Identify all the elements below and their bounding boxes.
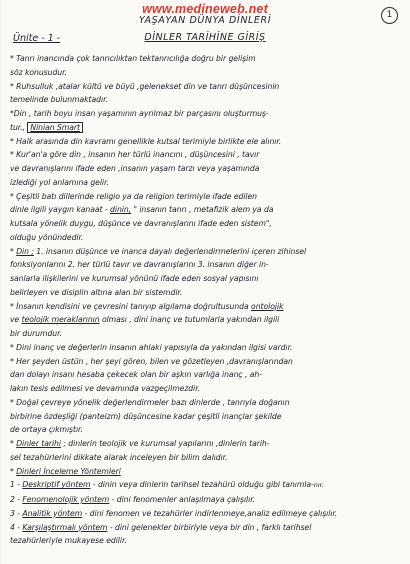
method-name: Analitik yöntem bbox=[22, 508, 83, 518]
note-line: belirleyen ve disiplin altına alan bir sistemdir. bbox=[10, 287, 183, 297]
note-line: fonksiyonlarını 2. her türlü tavır ve davranışlarını 3. insanın diğer in- bbox=[10, 260, 269, 270]
note-text: 2 - bbox=[10, 495, 23, 504]
underlined-term: dinin, bbox=[110, 205, 132, 215]
note-line: sel tezahürlerini dikkate alarak inceleyen bir bilim dalıdır. bbox=[10, 452, 228, 462]
note-line: * Her şeyden üstün , her şeyi gören, bilen ve gözetleyen ,davranışlarından bbox=[10, 356, 293, 366]
method-line bbox=[10, 493, 402, 507]
note-text: - dini fenomen ve tezahürler indirlenmeye,analiz edilmeye çalışılır. bbox=[82, 508, 338, 518]
note-line: * Halk arasında din kavramı genellikle kutsal terimiyle birlikte ele alınır. bbox=[10, 136, 282, 146]
note-text: * bbox=[10, 439, 17, 448]
note-text: dinle ilgili yaygın kanaat - bbox=[10, 205, 111, 215]
note-text: 3 - bbox=[10, 508, 23, 518]
note-line: *Din , tarih boyu insan yaşamının ayrılmaz bir parçasını oluşturmuş- bbox=[10, 109, 269, 118]
note-text: olması , dini inanç ve tutumlarla yakından ilgili bbox=[99, 315, 280, 325]
note-text: * İnsanın kendisini ve çevresini tanıyıp algılama doğrultusunda bbox=[10, 301, 252, 311]
underlined-term: teolojik meraklarının bbox=[21, 315, 100, 325]
note-line bbox=[10, 465, 402, 479]
method-name: Fenomenolojik yöntem bbox=[22, 495, 110, 504]
note-line: lakın tesis edilmesi ve devamında vazgeçilmezdir. bbox=[10, 384, 201, 393]
note-text: * bbox=[10, 466, 17, 476]
boxed-name: Ninian Smart bbox=[27, 122, 83, 133]
note-line bbox=[10, 245, 402, 259]
note-line: de ortaya çıkmıştır. bbox=[10, 425, 83, 435]
note-text: * bbox=[10, 246, 17, 256]
section-heading: Dinleri İnceleme Yöntemleri bbox=[16, 466, 121, 476]
note-line: söz konusudur. bbox=[10, 67, 67, 77]
note-text: 1. insanın düşünce ve inanca dayalı değerlendirmelerini içeren zihinsel bbox=[33, 246, 307, 256]
note-line: dan dolayı insanı hesaba çekecek olan bir aşkın varlığa inanç , ah- bbox=[10, 370, 262, 380]
note-line bbox=[10, 437, 402, 451]
note-line: * Doğal çevreye yönelik değerlendirmeler bazı dinlerde , tanrıyla doğanın bbox=[10, 397, 290, 407]
note-line bbox=[10, 313, 402, 327]
page-title: DİNLER TARİHİNE GİRİŞ bbox=[144, 32, 266, 43]
method-line bbox=[10, 507, 402, 521]
underlined-term: Din ; bbox=[16, 246, 34, 256]
note-line: ve davranışlarını ifade eden ,insanın yaşam tarzı veya yaşamında bbox=[10, 164, 260, 173]
course-subtitle: YAŞAYAN DÜNYA DİNLERİ bbox=[138, 15, 272, 26]
notes-body bbox=[10, 52, 402, 548]
note-text: - dini gelenekler birbiriyle veya bir din , farklı tarihsel bbox=[107, 522, 312, 532]
underlined-term: ontolojik bbox=[251, 301, 284, 311]
note-line: tezahürleriyle mukayese edilir. bbox=[10, 536, 127, 546]
method-name: Deskriptif yöntem bbox=[22, 480, 91, 490]
note-line: bir durumdur. bbox=[10, 329, 62, 338]
note-line: kutsala yönelik duygu, düşünce ve davranışlarını ifade eden sistem", bbox=[10, 219, 272, 228]
note-line bbox=[10, 300, 402, 314]
note-text: ve bbox=[10, 315, 22, 325]
note-line: * Kur'an'a göre din , insanın her türlü inancını , düşüncesini , tavır bbox=[10, 150, 260, 160]
note-text: ; dinlerin teolojik ve kurumsal yapılarını ,dinlerin tarih- bbox=[60, 439, 270, 448]
note-text: nır. bbox=[313, 481, 324, 490]
note-line: sanlarla ilişkilerini ve kurumsal yönünü ifade eden sosyal yapısını bbox=[10, 274, 259, 283]
page-number: 1 bbox=[381, 7, 398, 24]
note-line: * Tanrı inancında çok tanrıcılıktan tektanrıcılığa doğru bir gelişim bbox=[10, 54, 256, 63]
method-name: Karşılaştırmalı yöntem bbox=[22, 522, 108, 532]
note-text: 1 - bbox=[10, 480, 23, 490]
note-text: - dini fenomenler anlaşılmaya çalışılır. bbox=[109, 495, 256, 504]
note-text: tur., bbox=[10, 122, 25, 132]
method-line bbox=[10, 521, 402, 535]
note-line bbox=[10, 203, 402, 217]
note-line: birbirine özdeşliği (panteizm) düşüncesine kadar çeşitli inançlar şekilde bbox=[10, 411, 282, 421]
note-line: izlediği yol anlamına gelir. bbox=[10, 177, 109, 187]
note-line: * Ruhsulluk ,atalar kültü ve büyü ,gelenekset din ve tanrı düşüncesinin bbox=[10, 81, 280, 91]
site-watermark[interactable]: www.medineweb.net bbox=[142, 2, 268, 16]
note-text: - dinin veya dinlerin tarihsel tezahürü olduğu gibi tanımla- bbox=[90, 480, 314, 490]
unit-label: Ünite - 1 - bbox=[13, 33, 61, 44]
note-line bbox=[10, 121, 402, 135]
note-line: * Çeşitli batı dillerinde religio ya da religion terimiyle ifade edilen bbox=[10, 191, 258, 201]
underlined-term: Dinler tarihi bbox=[16, 439, 61, 448]
method-line bbox=[10, 478, 402, 493]
note-line: olduğu yönündedir. bbox=[10, 232, 84, 242]
note-text: 4 - bbox=[10, 522, 23, 532]
note-line: * Dini inanç ve değerlerin insanın ahlaki yapısıyla da yakından ilgisi vardır. bbox=[10, 342, 293, 352]
note-text: " insanın tanrı , metafizik alem ya da bbox=[131, 205, 274, 215]
note-line: temelinde bulunmaktadır. bbox=[10, 95, 108, 105]
